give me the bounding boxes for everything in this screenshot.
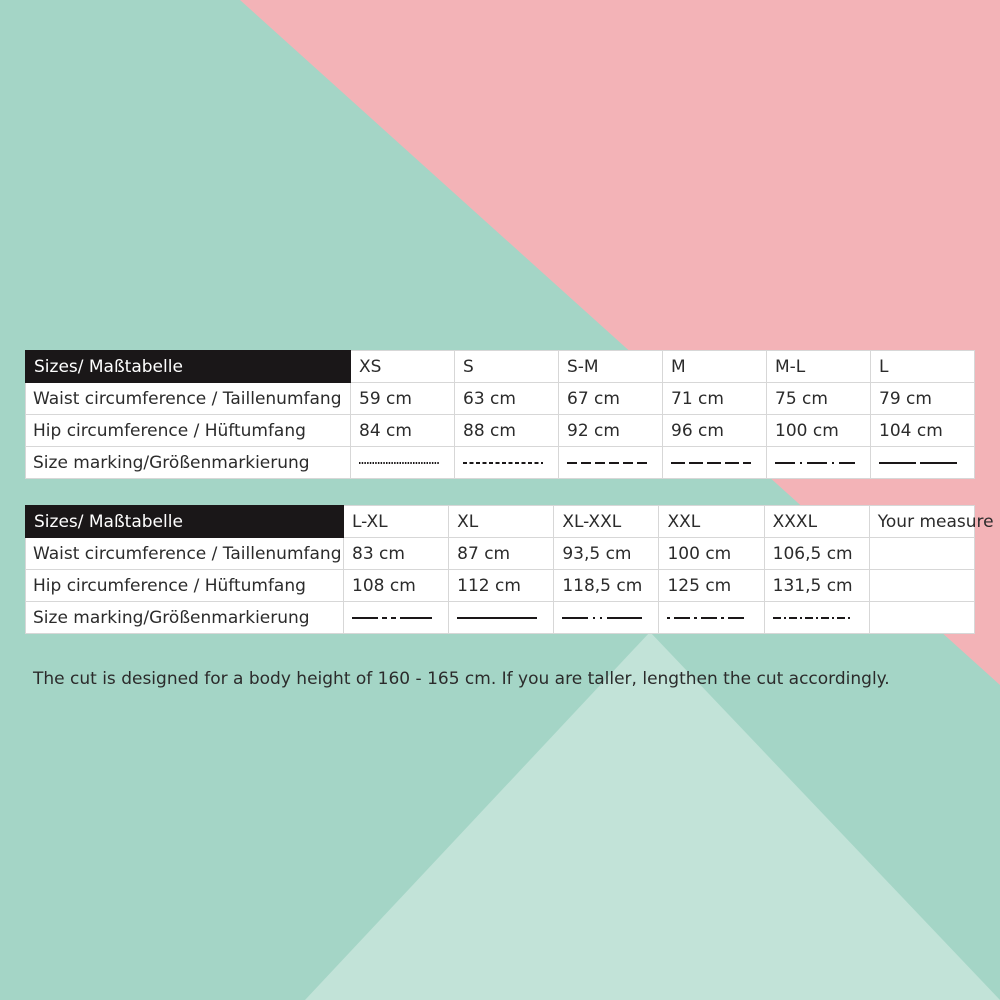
waist-cell: 67 cm: [559, 383, 663, 415]
waist-cell: 83 cm: [344, 538, 449, 570]
row-label-hip: Hip circumference / Hüftumfang: [26, 570, 344, 602]
size-cell: XL: [449, 506, 554, 538]
marking-cell: [663, 447, 767, 479]
dashed-line-s-m: [567, 460, 647, 466]
marking-cell: [659, 602, 764, 634]
your-measure-marking-cell[interactable]: [869, 602, 974, 634]
row-label-waist: Waist circumference / Taillenumfang: [26, 383, 351, 415]
row-label-marking: Size marking/Größenmarkierung: [26, 447, 351, 479]
dash-dot-line-xxl: [667, 615, 747, 621]
hip-cell: 131,5 cm: [764, 570, 869, 602]
hip-cell: 125 cm: [659, 570, 764, 602]
body-height-note: The cut is designed for a body height of 160 - 165 cm. If you are taller, lengthen the cut accordingly.: [33, 669, 890, 689]
size-cell: S: [455, 351, 559, 383]
hip-cell: 84 cm: [351, 415, 455, 447]
waist-cell: 71 cm: [663, 383, 767, 415]
waist-cell: 87 cm: [449, 538, 554, 570]
hip-cell: 92 cm: [559, 415, 663, 447]
waist-cell: 100 cm: [659, 538, 764, 570]
table-row-hip: [26, 415, 975, 447]
size-cell: L: [871, 351, 975, 383]
hip-cell: 118,5 cm: [554, 570, 659, 602]
size-table-1: [25, 350, 975, 479]
table-row-sizes: [26, 506, 975, 538]
your-measure-header: Your measure: [869, 506, 974, 538]
marking-cell: [455, 447, 559, 479]
your-measure-waist-cell[interactable]: [869, 538, 974, 570]
waist-cell: 93,5 cm: [554, 538, 659, 570]
hip-cell: 88 cm: [455, 415, 559, 447]
table-header-label: Sizes/ Maßtabelle: [26, 506, 344, 538]
table-row-marking: [26, 602, 975, 634]
size-cell: L-XL: [344, 506, 449, 538]
marking-cell: [764, 602, 869, 634]
dash-line-xxxl: [773, 615, 853, 621]
dashed-line-l: [879, 460, 959, 466]
size-cell: XS: [351, 351, 455, 383]
marking-cell: [344, 602, 449, 634]
table-row-hip: [26, 570, 975, 602]
waist-cell: 79 cm: [871, 383, 975, 415]
row-label-hip: Hip circumference / Hüftumfang: [26, 415, 351, 447]
row-label-waist: Waist circumference / Taillenumfang: [26, 538, 344, 570]
dashed-line-m-l: [775, 460, 855, 466]
your-measure-hip-cell[interactable]: [869, 570, 974, 602]
table-row-marking: [26, 447, 975, 479]
waist-cell: 75 cm: [767, 383, 871, 415]
dash-dot-line-xl-xxl: [562, 615, 642, 621]
hip-cell: 112 cm: [449, 570, 554, 602]
size-cell: M-L: [767, 351, 871, 383]
hip-cell: 108 cm: [344, 570, 449, 602]
hip-cell: 104 cm: [871, 415, 975, 447]
marking-cell: [449, 602, 554, 634]
dashed-line-m: [671, 460, 751, 466]
table-row-waist: [26, 383, 975, 415]
table-row-sizes: [26, 351, 975, 383]
marking-cell: [871, 447, 975, 479]
waist-cell: 59 cm: [351, 383, 455, 415]
solid-line-xl: [457, 615, 537, 621]
table-row-waist: [26, 538, 975, 570]
size-cell: S-M: [559, 351, 663, 383]
marking-cell: [559, 447, 663, 479]
size-cell: M: [663, 351, 767, 383]
hip-cell: 100 cm: [767, 415, 871, 447]
dotted-line-xs: [359, 460, 439, 466]
waist-cell: 106,5 cm: [764, 538, 869, 570]
row-label-marking: Size marking/Größenmarkierung: [26, 602, 344, 634]
dashed-line-s: [463, 460, 543, 466]
hip-cell: 96 cm: [663, 415, 767, 447]
size-table-2: [25, 505, 994, 634]
marking-cell: [351, 447, 455, 479]
dash-line-l-xl: [352, 615, 432, 621]
size-cell: XXXL: [764, 506, 869, 538]
marking-cell: [767, 447, 871, 479]
marking-cell: [554, 602, 659, 634]
size-cell: XXL: [659, 506, 764, 538]
waist-cell: 63 cm: [455, 383, 559, 415]
table-header-label: Sizes/ Maßtabelle: [26, 351, 351, 383]
size-cell: XL-XXL: [554, 506, 659, 538]
